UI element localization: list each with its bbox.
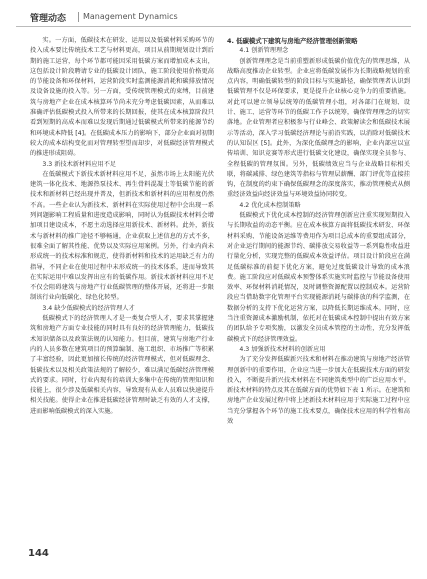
paragraph: 实。一方面，低碳技术在研发、运用以及低碳材料采购环节的投入成本要比传统技术工艺与材料更高，项目从前期规划设计到后期的施工运营，每个环节都可能因采用低碳方案而增加成本支出，这包括设计阶段聘请专业的低碳设计团队，施工阶段使用价格更高的节能设备和环保材料，运营阶段实时监测能源消耗和碳排放情况及设备设施的投入等。另一方面，受传统管理模式的束缚，目前建筑与房地产企业在成本核算环节尚未充分考虑低碳因素，从而难以准确评估低碳模式投入所带来的长期回报，使其在成本核算阶段只看到短期的高成本而难以发现后期通过低碳模式所带来的能源节约和环境成本降低 [4]。在低碳成本压力的影响下，部分企业面对初期较大的成本结构变化而对管理转型望而却步，对低碳经济管理模式的推进形成阻碍。 [30, 37, 214, 158]
paragraph: 为了充分发挥低碳新兴技术和材料在推动建筑与房地产经济管理创新中的重要作用，企业应当进一步加大在低碳技术方面的研发投入，不断提升新兴技术材料在不同建筑类型中的广泛应用水平。新技术材料的特点及其在低碳方面的优势如下表 1 所示。在建筑和房地产企业发展过程中将上述新技术材料应用于实际施工过程中应当充分掌握各个环节的施工技术要点，确保技术应用的科学性和高效 [227, 356, 410, 425]
section-heading: 4. 低碳模式下建筑与房地产经济管理创新策略 [227, 37, 358, 45]
header-divider [78, 12, 79, 22]
page-number: 144 [28, 548, 49, 559]
subsection-heading: 3.4 缺少低碳模式的经济管理人才 [42, 304, 135, 312]
paragraph: 创新管理理念是当前重塑新形成低碳价值优先的管理思维，从战略高度推动企业转型。企业应将低碳发展作为长期战略规划的重点内容，明确低碳转型的阶段目标与实施路径，确保管理者认识到低碳管理不仅是环保要求，更是提升企业核心竞争力的重要措施。对此可以建立领导层统筹的低碳管理小组，对各部门在规划、设计、施工、运营等环节的低碳工作予以统筹，确保管理理念的切实落地。企业管理者应积极参与行业峰会、政策解读会和低碳技术展示等活动，深入学习低碳经济理论与前沿实践，以消除对低碳技术的认知误区 [5]。此外，为深化低碳理念的影响，企业内部应以宣传培训、知识竞赛等形式进行低碳文化建设，确保实现全员参与、全程低碳的管理氛围。另外，低碳绩效应当与企业战略目标相关联，将碳减排、绿色建筑等指标与管理层薪酬、部门评优等直接挂钩，在制度的约束下确保低碳理念的深度落实，推动管理模式从侧重经济效益向经济效益与环境效益协同转变。 [227, 57, 410, 199]
subsection-heading: 4.3 加强新技术材料的创新应用 [239, 345, 326, 353]
subsection-heading: 4.1 创新管理理念 [239, 47, 289, 55]
page-header [16, 10, 411, 28]
subsection-heading: 3.3 新技术新材料应用不足 [42, 160, 117, 168]
right-column [227, 36, 410, 427]
subsection-heading: 4.2 优化成本控制策略 [239, 201, 301, 209]
paragraph: 低碳模式下的经济管理人才是一类复合型人才，要求其掌握建筑和房地产方面专业技能的同时具有良好的经济管理能力，低碳技术知识储备以及政策法规的认知能力。但目前，建筑与房地产行业内的人员多数在建筑项目的预算编制、施工组织、市场推广等积累了丰富经验，因此更加擅长传统的经济管理模式，但对低碳理念、低碳技术以及相关政策法规的了解较少，难以满足低碳经济管理模式的要求。同时，行业内现有的培训大多集中在传统的管理知识和技能上，很少涉及低碳相关内容，导致现有从业人员难以快速提升相关技能。使得企业在推进低碳经济管理时缺乏有效的人才支撑，进而影响低碳模式的深入实施。 [30, 315, 214, 415]
section-subtitle: Management Dynamics [83, 12, 178, 21]
left-column [30, 36, 214, 417]
section-title: 管理动态 [30, 14, 67, 24]
paragraph: 低碳模式下优化成本控制的经济管理创新应注重实现短期投入与长期收益的动态平衡。应在成本核算方面将低碳技术研发、环保材料采购、节能设备运维等费用作为项目总成本的重要组成部分，对企业运行期间的能源节约、碳排放交易收益等一系列隐性收益进行量化分析，实现完整的低碳成本效益评估。项目设计阶段应在满足低碳标准的前提下优化方案，避免过度低碳设计导致的成本浪费。施工阶段应对低碳成本预警体系实施实时监控与节能设备使用效率、环保材料消耗情况，及时调整资源配置以控制成本。运营阶段应当借助数字化管理平台实现能源消耗与碳排放的科学监测，在数据分析的支持下优化运营方案，以降低长期运维成本。同时，应当注重资源成本激励机制，依托对在低碳成本控制中提出有效方案的团队给予专项奖励，以激发全员成本管控的主动性，充分发挥低碳模式下的经济管理效益。 [227, 212, 410, 343]
header-rule [16, 26, 411, 27]
paragraph: 在低碳模式下新技术新材料应用不足，虽然市场上太阳能光伏建筑一体化技术、地源热泵技术、再生骨料混凝土等低碳节能的新技术和新材料已经出现并普及，但新技术和新材料的应用程度仍然不高。一些企业认为新技术、新材料在实际使用过程中会出现一系列问题影响工程质量和进度造成影响，同时认为低碳技术材料会增加项目建设成本，不愿主动选择应用新技术、新材料。此外，新技术与新材料的推广途径不够畅通，企业获取上述信息的方式不多，很难全面了解其性能、优势以及实际应用案例。另外，行业内尚未形成统一的技术标准和规范，使得新材料和技术的运用缺乏有力的指导，不同企业在使用过程中未形成统一的技术体系，进而导致其在实际运用中难以发挥出应有的低碳作用。新技术新材料应用不足不仅会阻碍建筑与房地产行业低碳管理的整体开展，还将进一步限制该行业向低碳化、绿色化转型。 [30, 170, 214, 302]
